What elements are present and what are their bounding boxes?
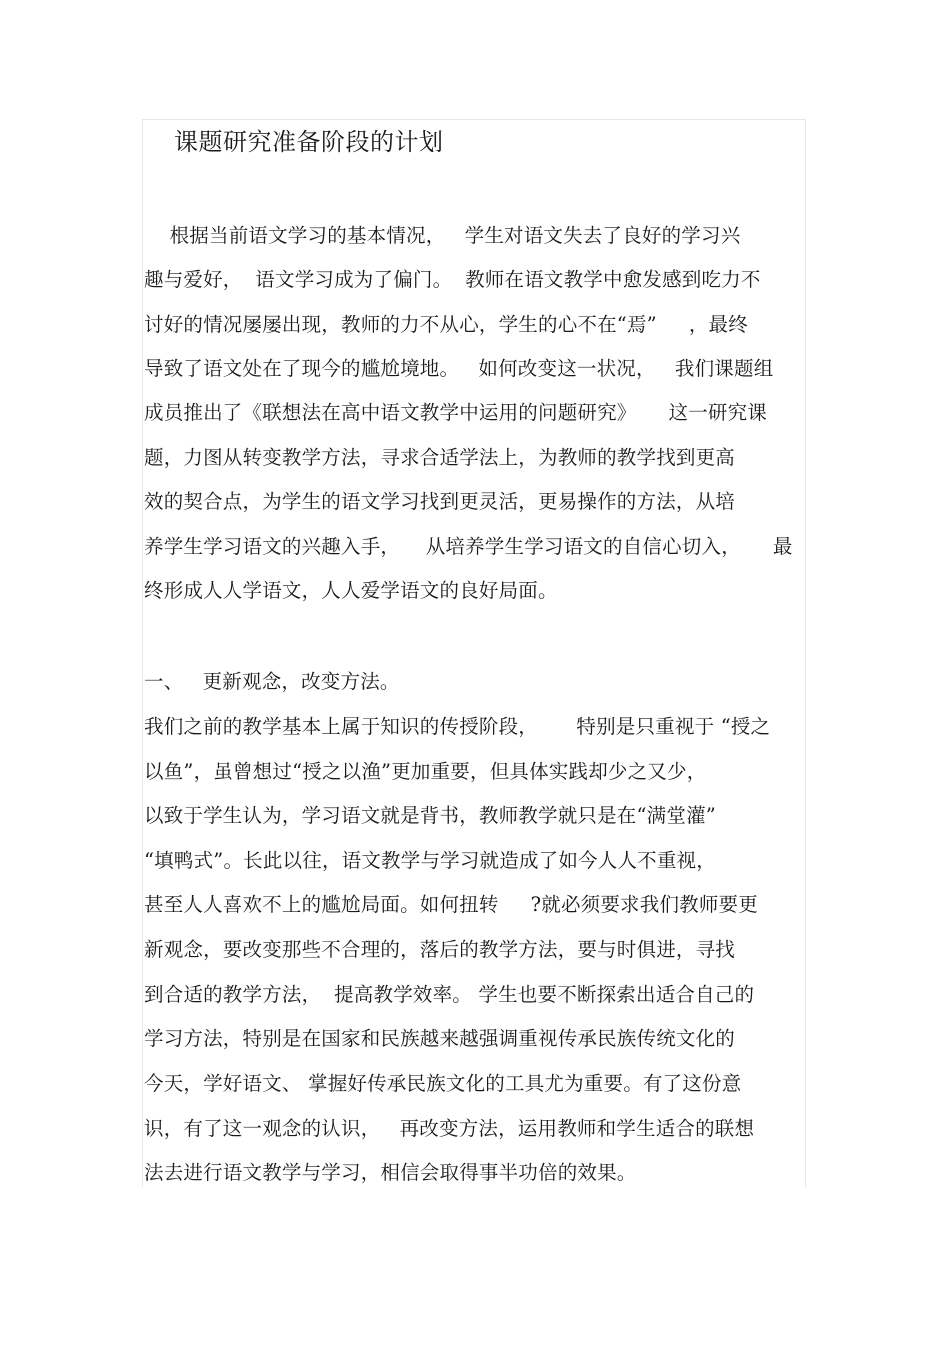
section1-line-7: 到合适的教学方法， 提高教学效率。 学生也要不断探索出适合自己的	[144, 983, 755, 1006]
intro-line-3: 讨好的情况屡屡出现，教师的力不从心，学生的心不在“焉” ，最终	[144, 313, 748, 336]
intro-line-6: 题，力图从转变教学方法，寻求合适学法上，为教师的教学找到更高	[144, 446, 736, 469]
section1-line-11: 法去进行语文教学与学习，相信会取得事半功倍的效果。	[144, 1161, 637, 1184]
section1-line-5: 甚至人人喜欢不上的尴尬局面。如何扭转 ?就必须要求我们教师要更	[144, 893, 758, 916]
document-title: 课题研究准备阶段的计划	[174, 128, 444, 156]
intro-line-8: 养学生学习语文的兴趣入手， 从培养学生学习语文的自信心切入， 最	[144, 535, 793, 558]
intro-line-4: 导致了语文处在了现今的尴尬境地。 如何改变这一状况， 我们课题组	[144, 357, 774, 380]
section1-line-10: 识，有了这一观念的认识， 再改变方法，运用教师和学生适合的联想	[144, 1117, 755, 1140]
intro-line-2: 趣与爱好， 语文学习成为了偏门。 教师在语文教学中愈发感到吃力不	[144, 268, 761, 291]
section1-line-8: 学习方法，特别是在国家和民族越来越强调重视传承民族传统文化的	[144, 1027, 736, 1050]
intro-line-7: 效的契合点，为学生的语文学习找到更灵活，更易操作的方法，从培	[144, 490, 736, 513]
intro-line-5: 成员推出了《联想法在高中语文教学中运用的问题研究》 这一研究课	[144, 401, 767, 424]
section1-heading: 一、 更新观念，改变方法。	[144, 670, 400, 693]
section1-line-3: 以致于学生认为，学习语文就是背书，教师教学就只是在“满堂灌”	[144, 804, 716, 827]
section1-line-9: 今天，学好语文、 掌握好传承民族文化的工具尤为重要。有了这份意	[144, 1072, 742, 1095]
section1-line-4: “填鸭式”。长此以往，语文教学与学习就造成了如今人人不重视，	[144, 849, 716, 872]
intro-line-9: 终形成人人学语文，人人爱学语文的良好局面。	[144, 579, 558, 602]
section1-line-6: 新观念，要改变那些不合理的，落后的教学方法，要与时俱进，寻找	[144, 938, 736, 961]
intro-line-1: 根据当前语文学习的基本情况， 学生对语文失去了良好的学习兴	[144, 224, 741, 247]
section1-line-1: 我们之前的教学基本上属于知识的传授阶段， 特别是只重视于 “授之	[144, 715, 771, 738]
section1-line-2: 以鱼”，虽曾想过“授之以渔”更加重要，但具体实践却少之又少，	[144, 760, 707, 783]
